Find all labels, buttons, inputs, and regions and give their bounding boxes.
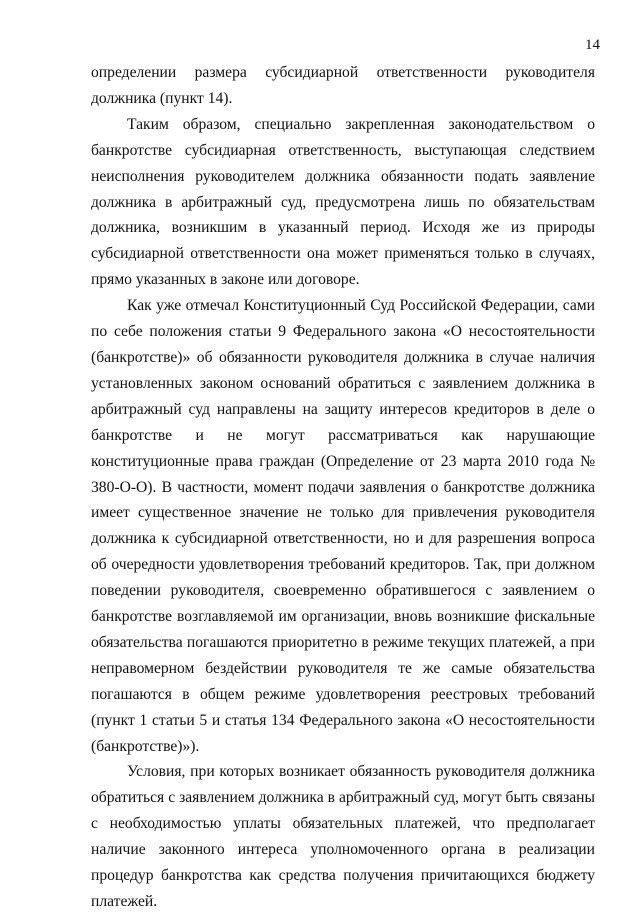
document-body (91, 60, 595, 915)
paragraph-continuation: определении размера субсидиарной ответственности руководителя должника (пункт 14). (91, 64, 595, 107)
page-number: 14 (585, 37, 600, 53)
paragraph: Условия, при которых возникает обязанность руководителя должника обратиться с заявлением должника в арбитражный суд, могут быть связаны с необходимостью уплаты обязательных платежей, что предполагает наличие законного интереса уполномоченного органа в реализации процедур банкротства как средства получения причитающихся бюджету платежей. (91, 763, 595, 910)
paragraph: Как уже отмечал Конституционный Суд Российской Федерации, сами по себе положения статьи 9 Федерального закона «О несостоятельности (банкротстве)» об обязанности руководителя должника в случае наличия установленных законом оснований обратиться с заявлением должника в арбитражный суд направлены на защиту интересов кредиторов в деле о банкротстве и не могут рассматриваться как нарушающие конституционные права граждан (Определение от 23 марта 2010 года № 380-О-О). В частности, момент подачи заявления о банкротстве должника имеет существенное значение не только для привлечения руководителя должника к субсидиарной ответственности, но и для разрешения вопроса об очередности удовлетворения требований кредиторов. Так, при должном поведении руководителя, своевременно обратившегося с заявлением о банкротстве возглавляемой им организации, вновь возникшие фискальные обязательства погашаются приоритетно в режиме текущих платежей, а при неправомерном бездействии руководителя те же самые обязательства погашаются в общем режиме удовлетворения реестровых требований (пункт 1 статьи 5 и статья 134 Федерального закона «О несостоятельности (банкротстве)»). (91, 297, 595, 755)
paragraph: Таким образом, специально закрепленная законодательством о банкротстве субсидиарная ответственность, выступающая следствием неисполнения руководителем должника обязанности подать заявление должника в арбитражный суд, предусмотрена лишь по обязательствам должника, возникшим в указанный период. Исходя же из природы субсидиарной ответственности она может применяться только в случаях, прямо указанных в законе или договоре. (91, 115, 595, 289)
